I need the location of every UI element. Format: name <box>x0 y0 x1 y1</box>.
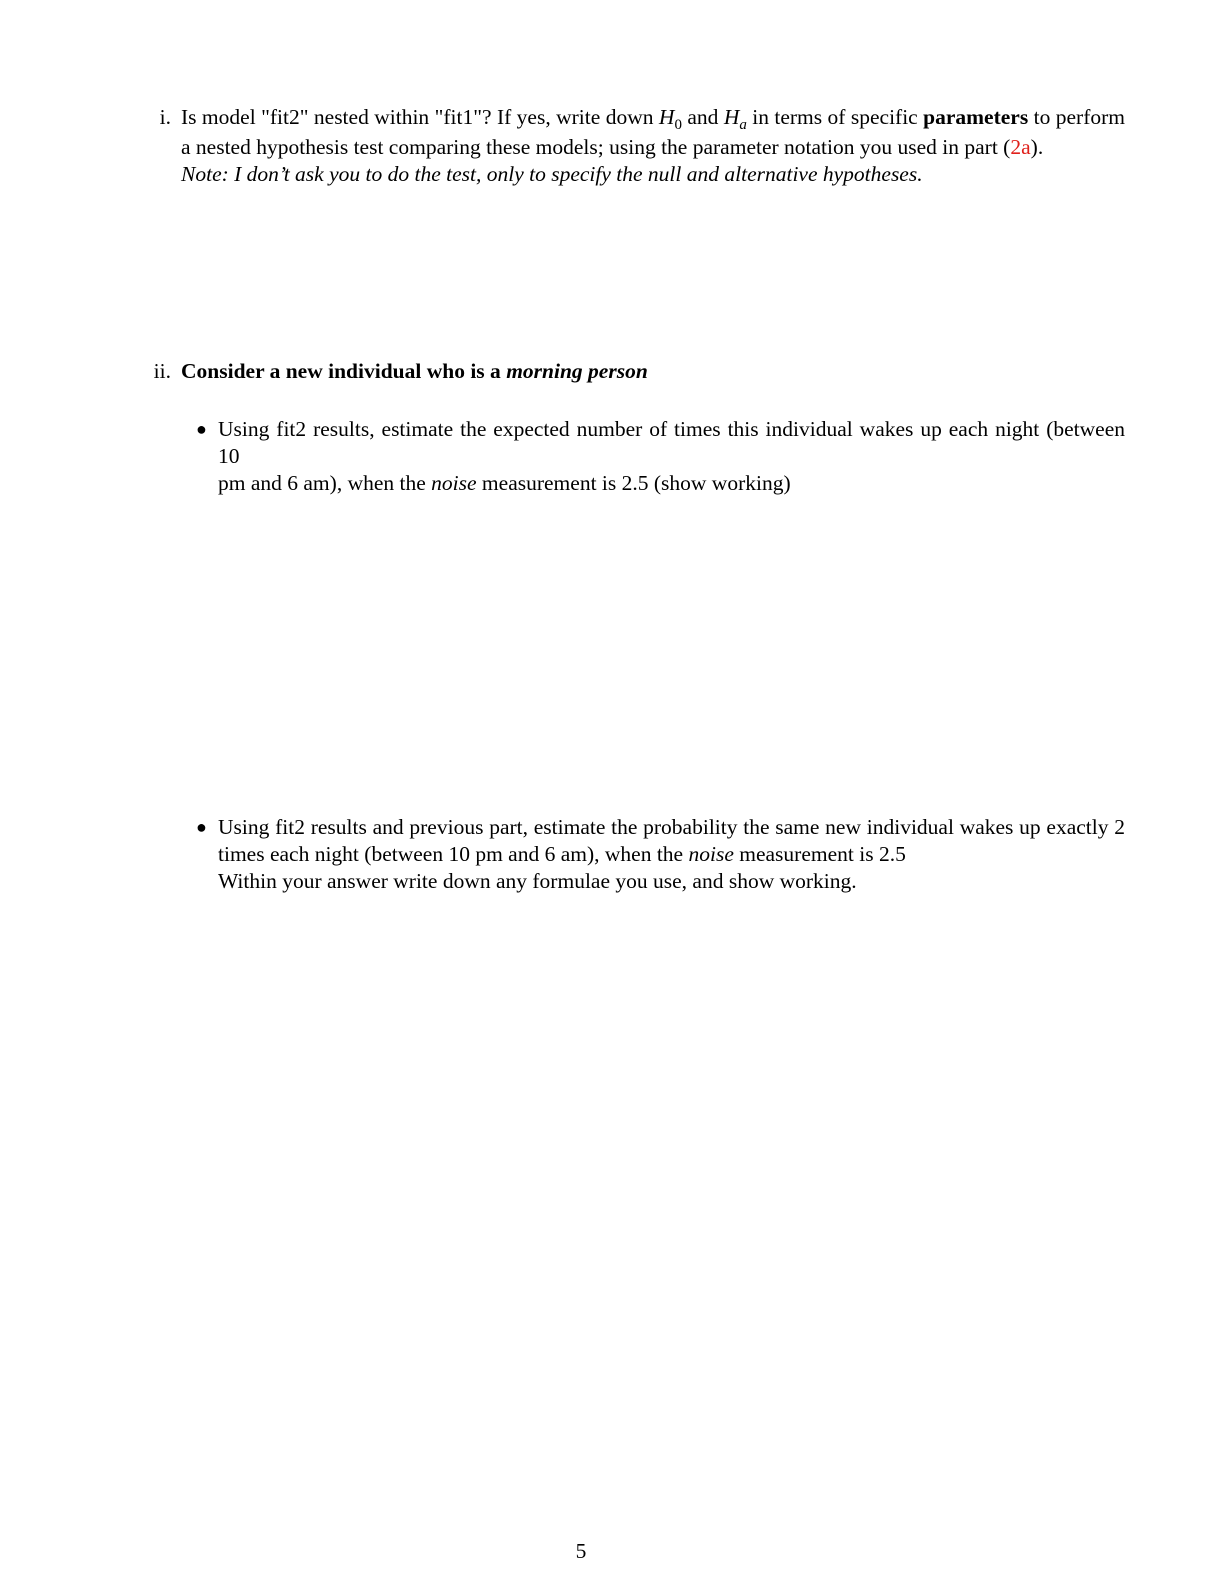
h0-symbol: $H_0$ <box>658 105 682 133</box>
ha-symbol: $H_a$ <box>723 105 747 133</box>
part-reference-link[interactable]: 2a <box>1010 135 1031 159</box>
bullet-2-line-1: Using fit2 results and previous part, estimate the probability the same new individual wakes up exactly 2 <box>218 815 1125 839</box>
item-i-text <box>181 104 1125 188</box>
item-marker-ii: ii. <box>153 359 171 383</box>
item-ii-heading-bold-italic: morning person <box>506 359 648 383</box>
item-i-note: Note: I don’t ask you to do the test, only to specify the null and alternative hypotheses. <box>181 162 923 186</box>
bullet-1-line-1: Using fit2 results, estimate the expected number of times this individual wakes up each night (between 10 <box>218 417 1125 468</box>
bullet-2-line-2: times each night (between 10 pm and 6 am), when the noise measurement is 2.5 <box>218 842 906 866</box>
bullet-icon: ● <box>196 817 207 837</box>
bullet-2-line-3: Within your answer write down any formulae you use, and show working. <box>218 869 857 893</box>
item-ii-heading-bold: Consider a new individual who is a <box>181 359 507 383</box>
bullet-icon: ● <box>196 419 207 439</box>
bullet-2-text <box>218 814 1125 895</box>
item-i-line-1: Is model "fit2" nested within "fit1"? If yes, write down $H_0$ and $H_a$ in terms of specific parameters to perform <box>181 105 1126 133</box>
parameters-emphasis: parameters <box>923 105 1029 129</box>
page-number: 5 <box>575 1539 587 1563</box>
bullet-1-text <box>218 416 1125 497</box>
item-i-line-2: a nested hypothesis test comparing these models; using the parameter notation you used in part (2a). <box>181 135 1044 159</box>
bullet-1-line-2: pm and 6 am), when the noise measurement is 2.5 (show working) <box>218 471 791 495</box>
item-ii-heading <box>181 358 1125 385</box>
item-marker-i: i. <box>159 105 171 129</box>
